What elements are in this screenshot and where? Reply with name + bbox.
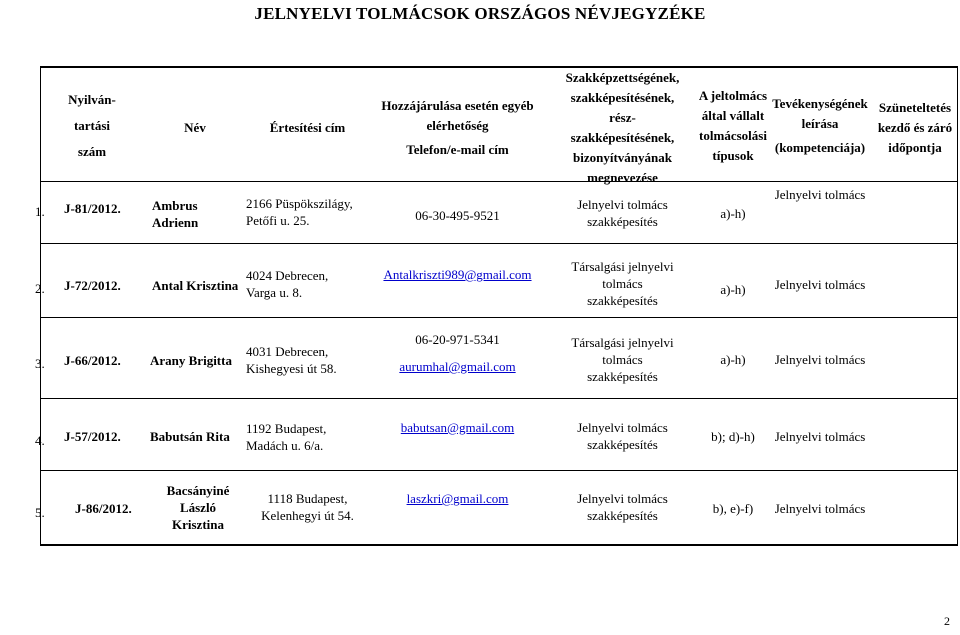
notification-address [245, 490, 370, 524]
header-text: tartási [73, 118, 111, 133]
name-line: Babutsán Rita [150, 429, 230, 444]
header-name [150, 118, 240, 138]
registration-number: J-72/2012. [64, 278, 121, 293]
name-line: László [179, 500, 217, 515]
table-left-border [40, 66, 41, 546]
address-line: 4024 Debrecen, [246, 268, 329, 283]
phone-number: 06-30-495-9521 [415, 208, 500, 223]
person-name [148, 482, 248, 533]
notification-address [246, 343, 337, 377]
qualification [550, 196, 695, 230]
page-number: 2 [944, 614, 950, 628]
row-rule [40, 398, 958, 399]
person-name [152, 197, 198, 231]
registration-number: J-66/2012. [64, 353, 121, 368]
address-line: Petőfi u. 25. [246, 213, 310, 228]
qualification-line: szakképesítés [587, 508, 658, 523]
qualification [550, 490, 695, 524]
header-text: típusok [712, 148, 754, 163]
header-text: Nyilván- [68, 92, 116, 107]
header-text: szakképesítésének, [570, 130, 675, 145]
interpreting-types: b); d)-h) [711, 429, 755, 444]
notification-address [246, 195, 353, 229]
row-number: 4. [35, 433, 45, 448]
notification-address [246, 267, 328, 301]
address-line: Varga u. 8. [246, 285, 303, 300]
row-number: 3. [35, 356, 45, 371]
interpreting-types: a)-h) [720, 352, 746, 367]
address-line: Kelenhegyi út 54. [261, 508, 354, 523]
qualification-line: Jelnyelvi tolmács [577, 491, 668, 506]
header-text: tolmácsolási [699, 128, 767, 143]
qualification-line: tolmács [602, 276, 643, 291]
name-line: Arany Brigitta [150, 353, 232, 368]
interpreting-types: b), e)-f) [712, 501, 754, 516]
row-number: 2. [35, 281, 45, 296]
interpreting-types: a)-h) [720, 206, 746, 221]
row-number: 5. [35, 505, 45, 520]
table-bottom-rule [40, 544, 958, 546]
contact-info [370, 207, 545, 224]
qualification [550, 334, 695, 385]
qualification [550, 419, 695, 453]
qualification [550, 258, 695, 309]
row-number: 1. [35, 204, 45, 219]
header-text: A jeltolmács [698, 88, 768, 103]
address-line: 1192 Budapest, [246, 421, 327, 436]
header-text: Tevékenységének [772, 96, 868, 111]
header-other-contact [370, 96, 545, 160]
header-activity [765, 94, 875, 158]
header-text: szám [77, 144, 107, 159]
header-text: Név [184, 120, 206, 135]
page-title: JELNYELVI TOLMÁCSOK ORSZÁGOS NÉVJEGYZÉKE [254, 4, 706, 23]
qualification-line: Jelnyelvi tolmács [577, 420, 668, 435]
qualification-line: szakképesítés [587, 369, 658, 384]
activity: Jelnyelvi tolmács [774, 429, 866, 444]
row-rule [40, 317, 958, 318]
qualification-line: szakképesítés [587, 293, 658, 308]
email-link[interactable]: aurumhal@gmail.com [399, 359, 516, 374]
header-registration-number [42, 90, 142, 162]
name-line: Ambrus [152, 198, 198, 213]
email-link[interactable]: laszkri@gmail.com [406, 491, 509, 506]
address-line: Madách u. 6/a. [246, 438, 324, 453]
header-text: bizonyítványának [573, 150, 672, 165]
phone-number: 06-20-971-5341 [415, 332, 500, 347]
address-line: 1118 Budapest, [267, 491, 348, 506]
header-text: Hozzájárulása esetén egyéb [381, 98, 534, 113]
qualification-line: szakképesítés [587, 214, 658, 229]
activity: Jelnyelvi tolmács [774, 187, 866, 202]
header-text: szakképesítésének, [570, 90, 675, 105]
notification-address [246, 420, 326, 454]
header-text: kezdő és záró [877, 120, 953, 135]
address-line: Kishegyesi út 58. [246, 361, 337, 376]
registration-number: J-57/2012. [64, 429, 121, 444]
qualification-line: szakképesítés [587, 437, 658, 452]
interpreting-types: a)-h) [720, 282, 746, 297]
person-name [150, 428, 230, 445]
contact-info [370, 266, 545, 283]
address-line: 2166 Püspökszilágy, [246, 196, 353, 211]
person-name [152, 277, 238, 294]
contact-info [370, 490, 545, 507]
header-text: (kompetenciája) [774, 140, 866, 155]
header-text: rész- [609, 110, 636, 125]
qualification-line: Társalgási jelnyelvi [571, 335, 674, 350]
header-text: Szakképzettségének, [565, 70, 680, 85]
name-line: Antal Krisztina [152, 278, 239, 293]
header-text: Értesítési cím [269, 120, 346, 135]
contact-info [370, 419, 545, 436]
name-line: Bacsányiné [166, 483, 230, 498]
row-rule [40, 243, 958, 244]
header-text: megnevezése [587, 170, 658, 185]
email-link[interactable]: babutsan@gmail.com [400, 420, 515, 435]
qualification-line: Jelnyelvi tolmács [577, 197, 668, 212]
header-notification-address [245, 118, 370, 138]
activity: Jelnyelvi tolmács [774, 352, 866, 367]
name-line: Adrienn [152, 215, 199, 230]
header-text: Telefon/e-mail cím [406, 142, 509, 157]
header-top-rule [40, 66, 958, 68]
header-text: által vállalt [701, 108, 765, 123]
header-bottom-rule [40, 181, 958, 182]
person-name [150, 352, 232, 369]
row-rule [40, 470, 958, 471]
activity: Jelnyelvi tolmács [774, 501, 866, 516]
header-text: Szüneteltetés [878, 100, 952, 115]
qualification-line: Társalgási jelnyelvi [571, 259, 674, 274]
header-text: időpontja [888, 140, 942, 155]
qualification-line: tolmács [602, 352, 643, 367]
header-qualification [550, 68, 695, 188]
header-suspension [870, 98, 960, 158]
registration-number: J-86/2012. [75, 501, 132, 516]
registration-number: J-81/2012. [64, 201, 121, 216]
contact-info [370, 331, 545, 375]
activity: Jelnyelvi tolmács [774, 277, 866, 292]
address-line: 4031 Debrecen, [246, 344, 329, 359]
header-text: leírása [801, 116, 839, 131]
email-link[interactable]: Antalkriszti989@gmail.com [383, 267, 532, 282]
header-text: elérhetőség [426, 118, 489, 133]
name-line: Krisztina [172, 517, 224, 532]
